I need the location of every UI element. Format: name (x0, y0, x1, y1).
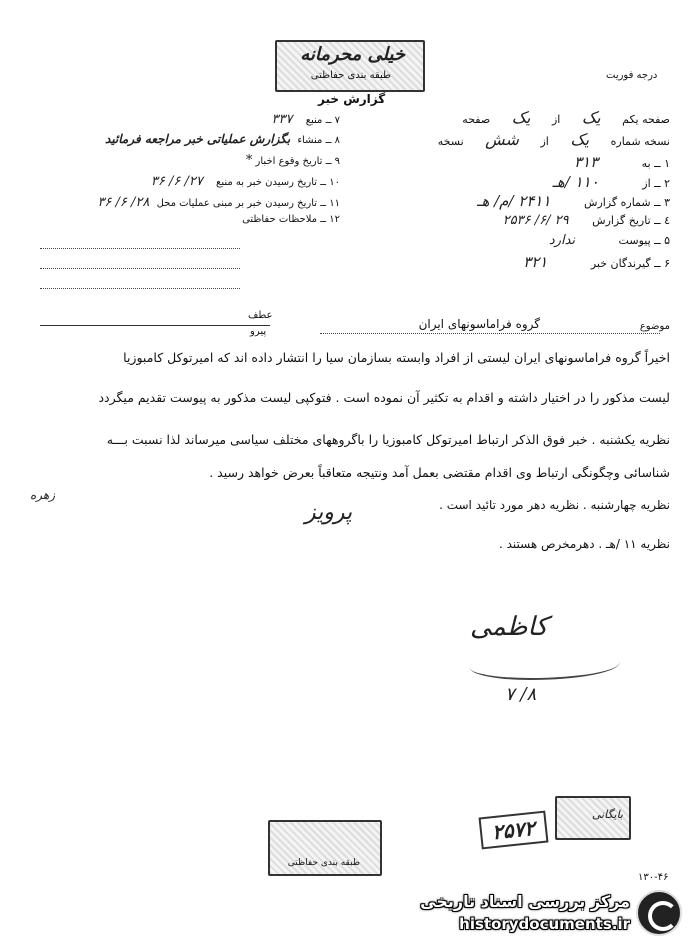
ref-atf-label: عطف (248, 310, 273, 321)
ref-atf-line (40, 325, 270, 326)
body-line: اخیراً گروه فراماسونهای ایران لیستی از افراد وابسته بسازمان سیا را انتشار داده اند که امیرتوکل کامبوزیا (123, 350, 670, 365)
signature-block: کاظمی (470, 612, 548, 642)
opinion-1: نظریه چهارشنبه . نظریه دهر مورد تائید است . (439, 498, 670, 512)
archive-number: ۲۵۷۲ (479, 811, 549, 850)
subject-label: موضوع (639, 321, 670, 332)
signature-date: ۷ /۸ (505, 684, 537, 705)
signature-scribble (470, 650, 620, 680)
initials: زهره (30, 488, 56, 502)
field-date-received-ops: ۱۱ ــ تاریخ رسیدن خبر بر مبنی عملیات محل ۲۸/ ۶/ ۳۶ (97, 195, 340, 210)
field-to: ۱ ــ به ۳۱۳ (574, 153, 670, 171)
field-report-date: ٤ ــ تاریخ گزارش ۲۹ /۶/ ۲۵۳۶ (502, 213, 670, 228)
body-line: شناسائی وچگونگی ارتباط وی اقدام مقتضی بعمل آمد ونتیجه متعاقباً بعرض خواهد رسید . (209, 465, 670, 480)
field-event-date: ۹ ــ تاریخ وقوع اخبار * (245, 153, 340, 168)
archive-stamp (555, 796, 631, 840)
body-line: نظریه یکشنبه . خبر فوق الذکر ارتباط امیرتوکل کامبوزیا را باگروههای مختلف سیاسی میرساند لذا نسبت بـــه (106, 432, 670, 447)
classification-stamp-bottom (268, 820, 382, 876)
footer-watermark (380, 884, 690, 940)
subject-line (320, 333, 660, 334)
classification-stamp-bottom-label: طبقه بندی حفاظتی (287, 858, 360, 868)
page-code: ۱۳۰-۴۶ (638, 872, 669, 883)
stamp-handwriting: خیلی محرمانه (300, 44, 405, 65)
urgency-label: درجه فوریت (606, 70, 658, 81)
field-from: ۲ ــ از ۱۱۰ /هـ (552, 173, 670, 191)
field-security-notes: ۱۲ ــ ملاحظات حفاظتی (242, 214, 340, 225)
blank-line (40, 248, 240, 249)
opinion-2: نظریه ۱۱ /هـ . دهرمخرص هستند . (498, 537, 670, 551)
field-page: صفحه یکم یک از یک صفحه (462, 108, 670, 127)
field-attachment: ۵ ــ پیوست ندارد (548, 233, 670, 248)
field-source: ۷ ــ منبع ۳۳۷ (271, 112, 340, 127)
archive-logo-icon (636, 890, 682, 936)
subject-value: گروه فراماسونهای ایران (418, 317, 540, 331)
field-report-number: ۳ ــ شماره گزارش ۲۴۱۱ /م/ هـ (477, 192, 670, 210)
field-date-received-source: ۱۰ ــ تاریخ رسیدن خبر به منبع ۲۷/ ۶/ ۳۶ (150, 174, 340, 189)
stamp-label: طبقه بندی حفاظتی (310, 70, 391, 81)
classification-stamp (275, 40, 425, 92)
signature: پرویز (305, 500, 353, 525)
footer-url: historydocuments.ir (459, 915, 630, 933)
blank-line (40, 288, 240, 289)
body-line: لیست مذکور را در اختیار داشته و اقدام به تکثیر آن نموده است . فتوکپی لیست مذکور به پیوست تقدیم میگردد (98, 390, 670, 405)
blank-line (40, 268, 240, 269)
form-title: گزارش خبر (318, 92, 386, 106)
archive-stamp-label: بایگانی (591, 808, 623, 821)
field-copy-number: نسخه شماره یک از شش نسخه (437, 130, 670, 149)
ref-peyro-label: پیرو (250, 326, 267, 337)
field-origin: ۸ ــ منشاء بگزارش عملیاتی خبر مراجعه فرمائید (105, 132, 340, 146)
field-recipients: ۶ ــ گیرندگان خبر ۳۲۱ (523, 253, 670, 271)
footer-title: مرکز بررسی اسناد تاریخی (420, 892, 630, 911)
